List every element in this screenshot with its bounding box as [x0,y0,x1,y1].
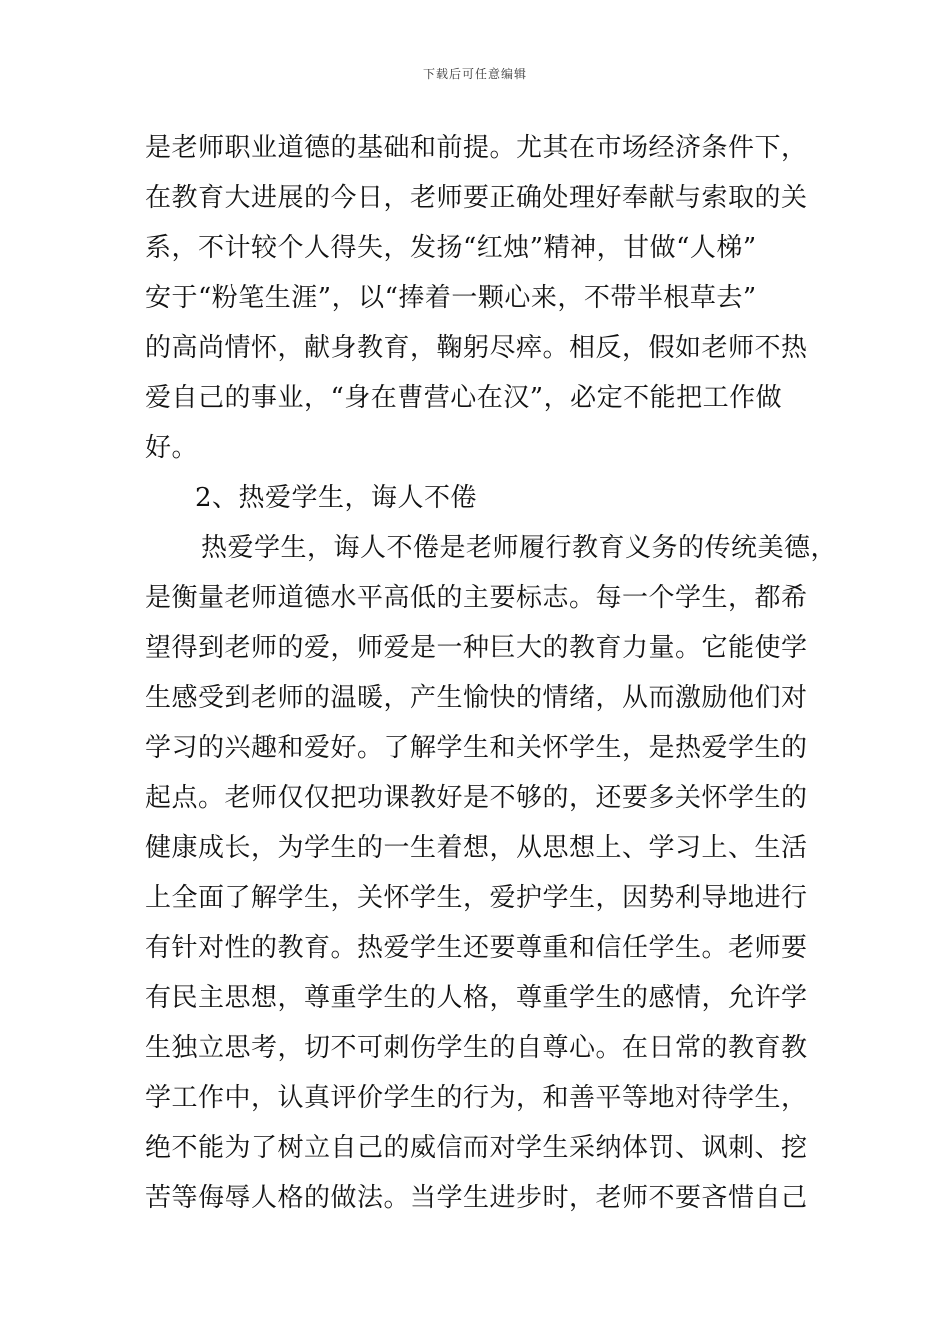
text-line: 在教育大进展的今日，老师要正确处理好奉献与索取的关 [145,183,808,213]
text-line: 的高尚情怀，献身教育，鞠躬尽瘁。相反，假如老师不热 [145,333,808,363]
text-line: 生独立思考，切不可刺伤学生的自尊心。在日常的教育教 [145,1033,808,1063]
text-line: 上全面了解学生，关怀学生，爱护学生，因势利导地进行 [145,883,808,913]
text-line: 绝不能为了树立自己的威信而对学生采纳体罚、讽刺、挖 [145,1133,808,1163]
text-line: 望得到老师的爱，师爱是一种巨大的教育力量。它能使学 [145,633,808,663]
section-heading: 2、热爱学生，诲人不倦 [195,483,478,513]
text-line: 爱自己的事业，“身在曹营心在汉”，必定不能把工作做 [145,383,783,413]
text-line: 健康成长，为学生的一生着想，从思想上、学习上、生活 [145,833,808,863]
text-line: 热爱学生，诲人不倦是老师履行教育义务的传统美德， [201,533,838,563]
text-line: 是老师职业道德的基础和前提。尤其在市场经济条件下， [145,133,808,163]
text-line: 起点。老师仅仅把功课教好是不够的，还要多关怀学生的 [145,783,808,813]
text-line: 安于“粉笔生涯”，以“捧着一颗心来，不带半根草去” [145,283,757,313]
text-line: 有针对性的教育。热爱学生还要尊重和信任学生。老师要 [145,933,808,963]
text-line: 学工作中，认真评价学生的行为，和善平等地对待学生， [145,1083,808,1113]
text-line: 好。 [145,433,199,463]
body-text [145,130,838,1230]
text-line: 苦等侮辱人格的做法。当学生进步时，老师不要吝惜自己 [145,1183,808,1213]
text-line: 学习的兴趣和爱好。了解学生和关怀学生，是热爱学生的 [145,733,808,763]
text-line: 系，不计较个人得失，发扬“红烛”精神，甘做“人梯” [145,233,757,263]
header-note: 下载后可任意编辑 [422,67,527,81]
text-line: 生感受到老师的温暖，产生愉快的情绪，从而激励他们对 [145,683,808,713]
text-line: 有民主思想，尊重学生的人格，尊重学生的感情，允许学 [145,983,808,1013]
text-line: 是衡量老师道德水平高低的主要标志。每一个学生，都希 [145,583,808,613]
